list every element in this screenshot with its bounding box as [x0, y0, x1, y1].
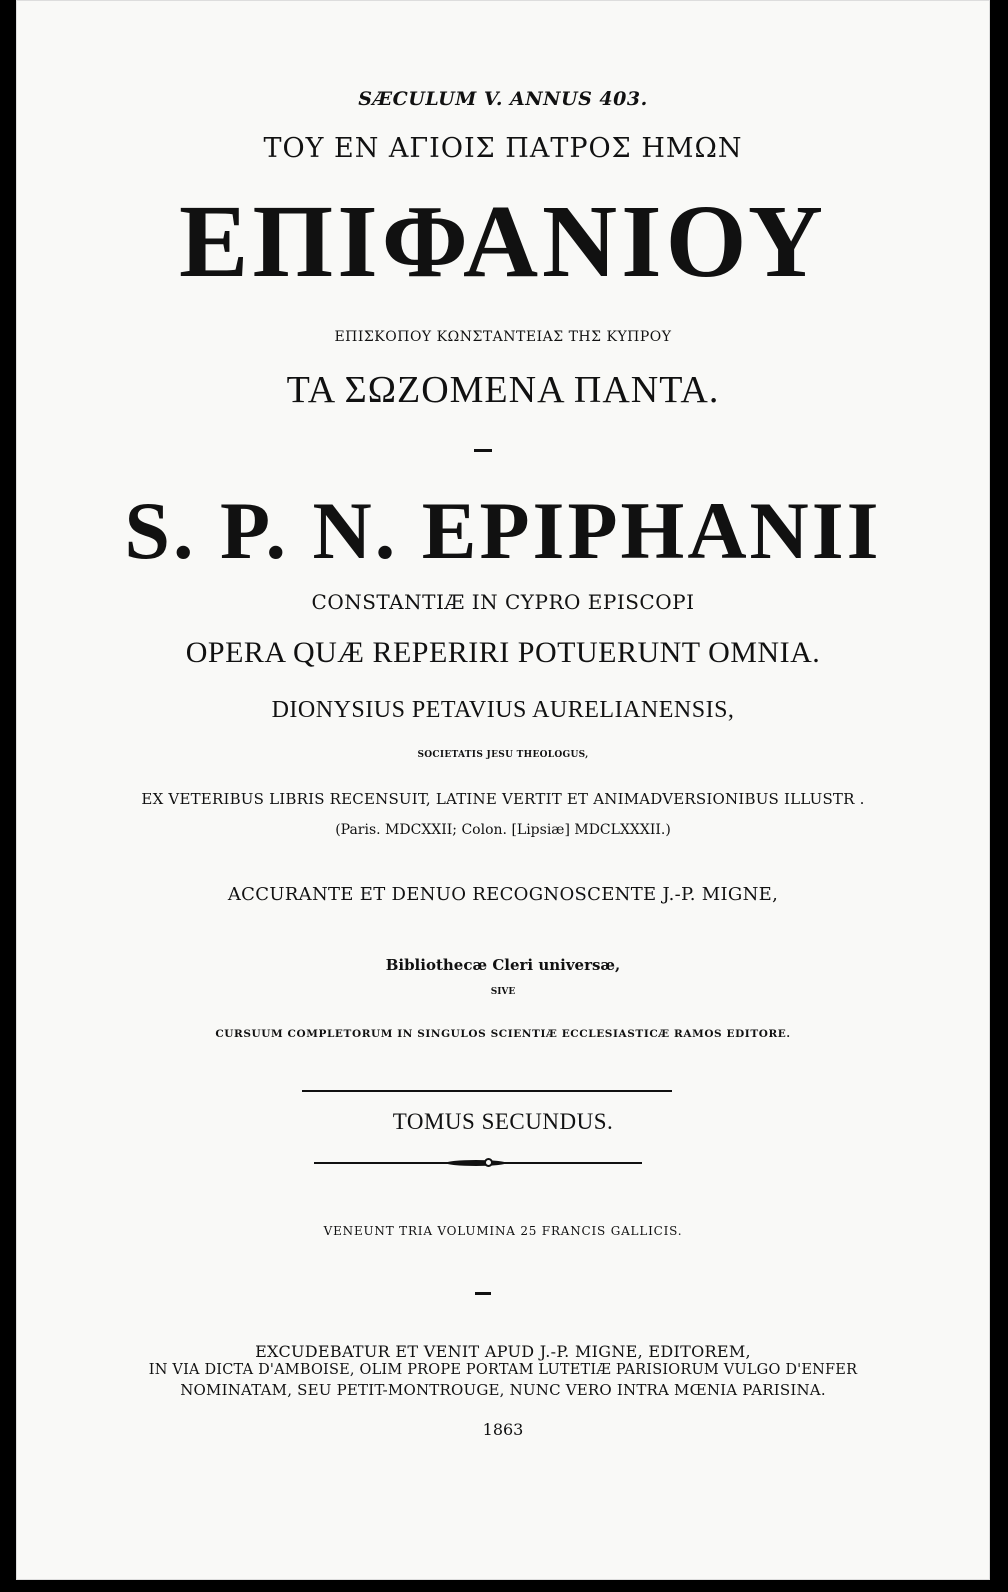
- greek-name-heading: ΕΠΙΦΑΝΙΟΥ: [179, 184, 827, 299]
- scan-edge: [0, 1580, 1008, 1592]
- separator-dash-lower: [475, 1292, 491, 1295]
- price-line: VENEUNT TRIA VOLUMINA 25 FRANCIS GALLICIS.: [323, 1224, 683, 1238]
- saeculum-line: SÆCULUM V. ANNUS 403.: [358, 88, 648, 110]
- editions-line: (Paris. MDCXXII; Colon. [Lipsiæ] MDCLXXXII.): [335, 822, 671, 838]
- recensuit-line: EX VETERIBUS LIBRIS RECENSUIT, LATINE VERTIT ET ANIMADVERSIONIBUS ILLUSTR .: [141, 790, 865, 808]
- greek-intro: ΤΟΥ ΕΝ ΑΓΙΟΙΣ ΠΑΤΡΟΣ ΗΜΩΝ: [263, 133, 743, 164]
- cursuum-line: CURSUUM COMPLETORUM IN SINGULOS SCIENTIÆ ECCLESIASTICÆ RAMOS EDITORE.: [215, 1028, 791, 1040]
- rule-ornament: [446, 1160, 506, 1166]
- latin-name-heading: S. P. N. EPIPHANII: [124, 485, 882, 576]
- imprint-line-3: NOMINATAM, SEU PETIT-MONTROUGE, NUNC VERO INTRA MŒNIA PARISINA.: [180, 1381, 826, 1399]
- separator-dash: [474, 449, 492, 452]
- accurante-line: ACCURANTE ET DENUO RECOGNOSCENTE J.-P. MIGNE,: [227, 884, 779, 905]
- greek-bishop-line: ΕΠΙΣΚΟΠΟΥ ΚΩΝΣΤΑΝΤΕΙΑΣ ΤΗΣ ΚΥΠΡΟΥ: [334, 329, 672, 345]
- latin-works-title: OPERA QUÆ REPERIRI POTUERUNT OMNIA.: [185, 636, 821, 669]
- publication-year: 1863: [482, 1420, 524, 1439]
- bibliotheca-line: Bibliothecæ Cleri universæ,: [385, 956, 621, 974]
- imprint-line-1: EXCUDEBATUR ET VENIT APUD J.-P. MIGNE, EDITOREM,: [255, 1342, 751, 1361]
- society-line: SOCIETATIS JESU THEOLOGUS,: [417, 750, 589, 760]
- editor-line: DIONYSIUS PETAVIUS AURELIANENSIS,: [271, 697, 735, 723]
- rule-ornament-dot: [484, 1158, 493, 1167]
- title-page: [16, 0, 990, 1580]
- sive-line: SIVE: [490, 987, 516, 997]
- ornamental-rule-top: [302, 1090, 672, 1092]
- imprint-line-2: IN VIA DICTA D'AMBOISE, OLIM PROPE PORTAM LUTETIÆ PARISIORUM VULGO D'ENFER: [148, 1362, 858, 1378]
- greek-works-title: ΤΑ ΣΩΖΟΜΕΝΑ ΠΑΝΤΑ.: [286, 369, 720, 411]
- latin-bishop-line: CONSTANTIÆ IN CYPRO EPISCOPI: [311, 590, 695, 614]
- tomus-heading: TOMUS SECUNDUS.: [392, 1109, 614, 1134]
